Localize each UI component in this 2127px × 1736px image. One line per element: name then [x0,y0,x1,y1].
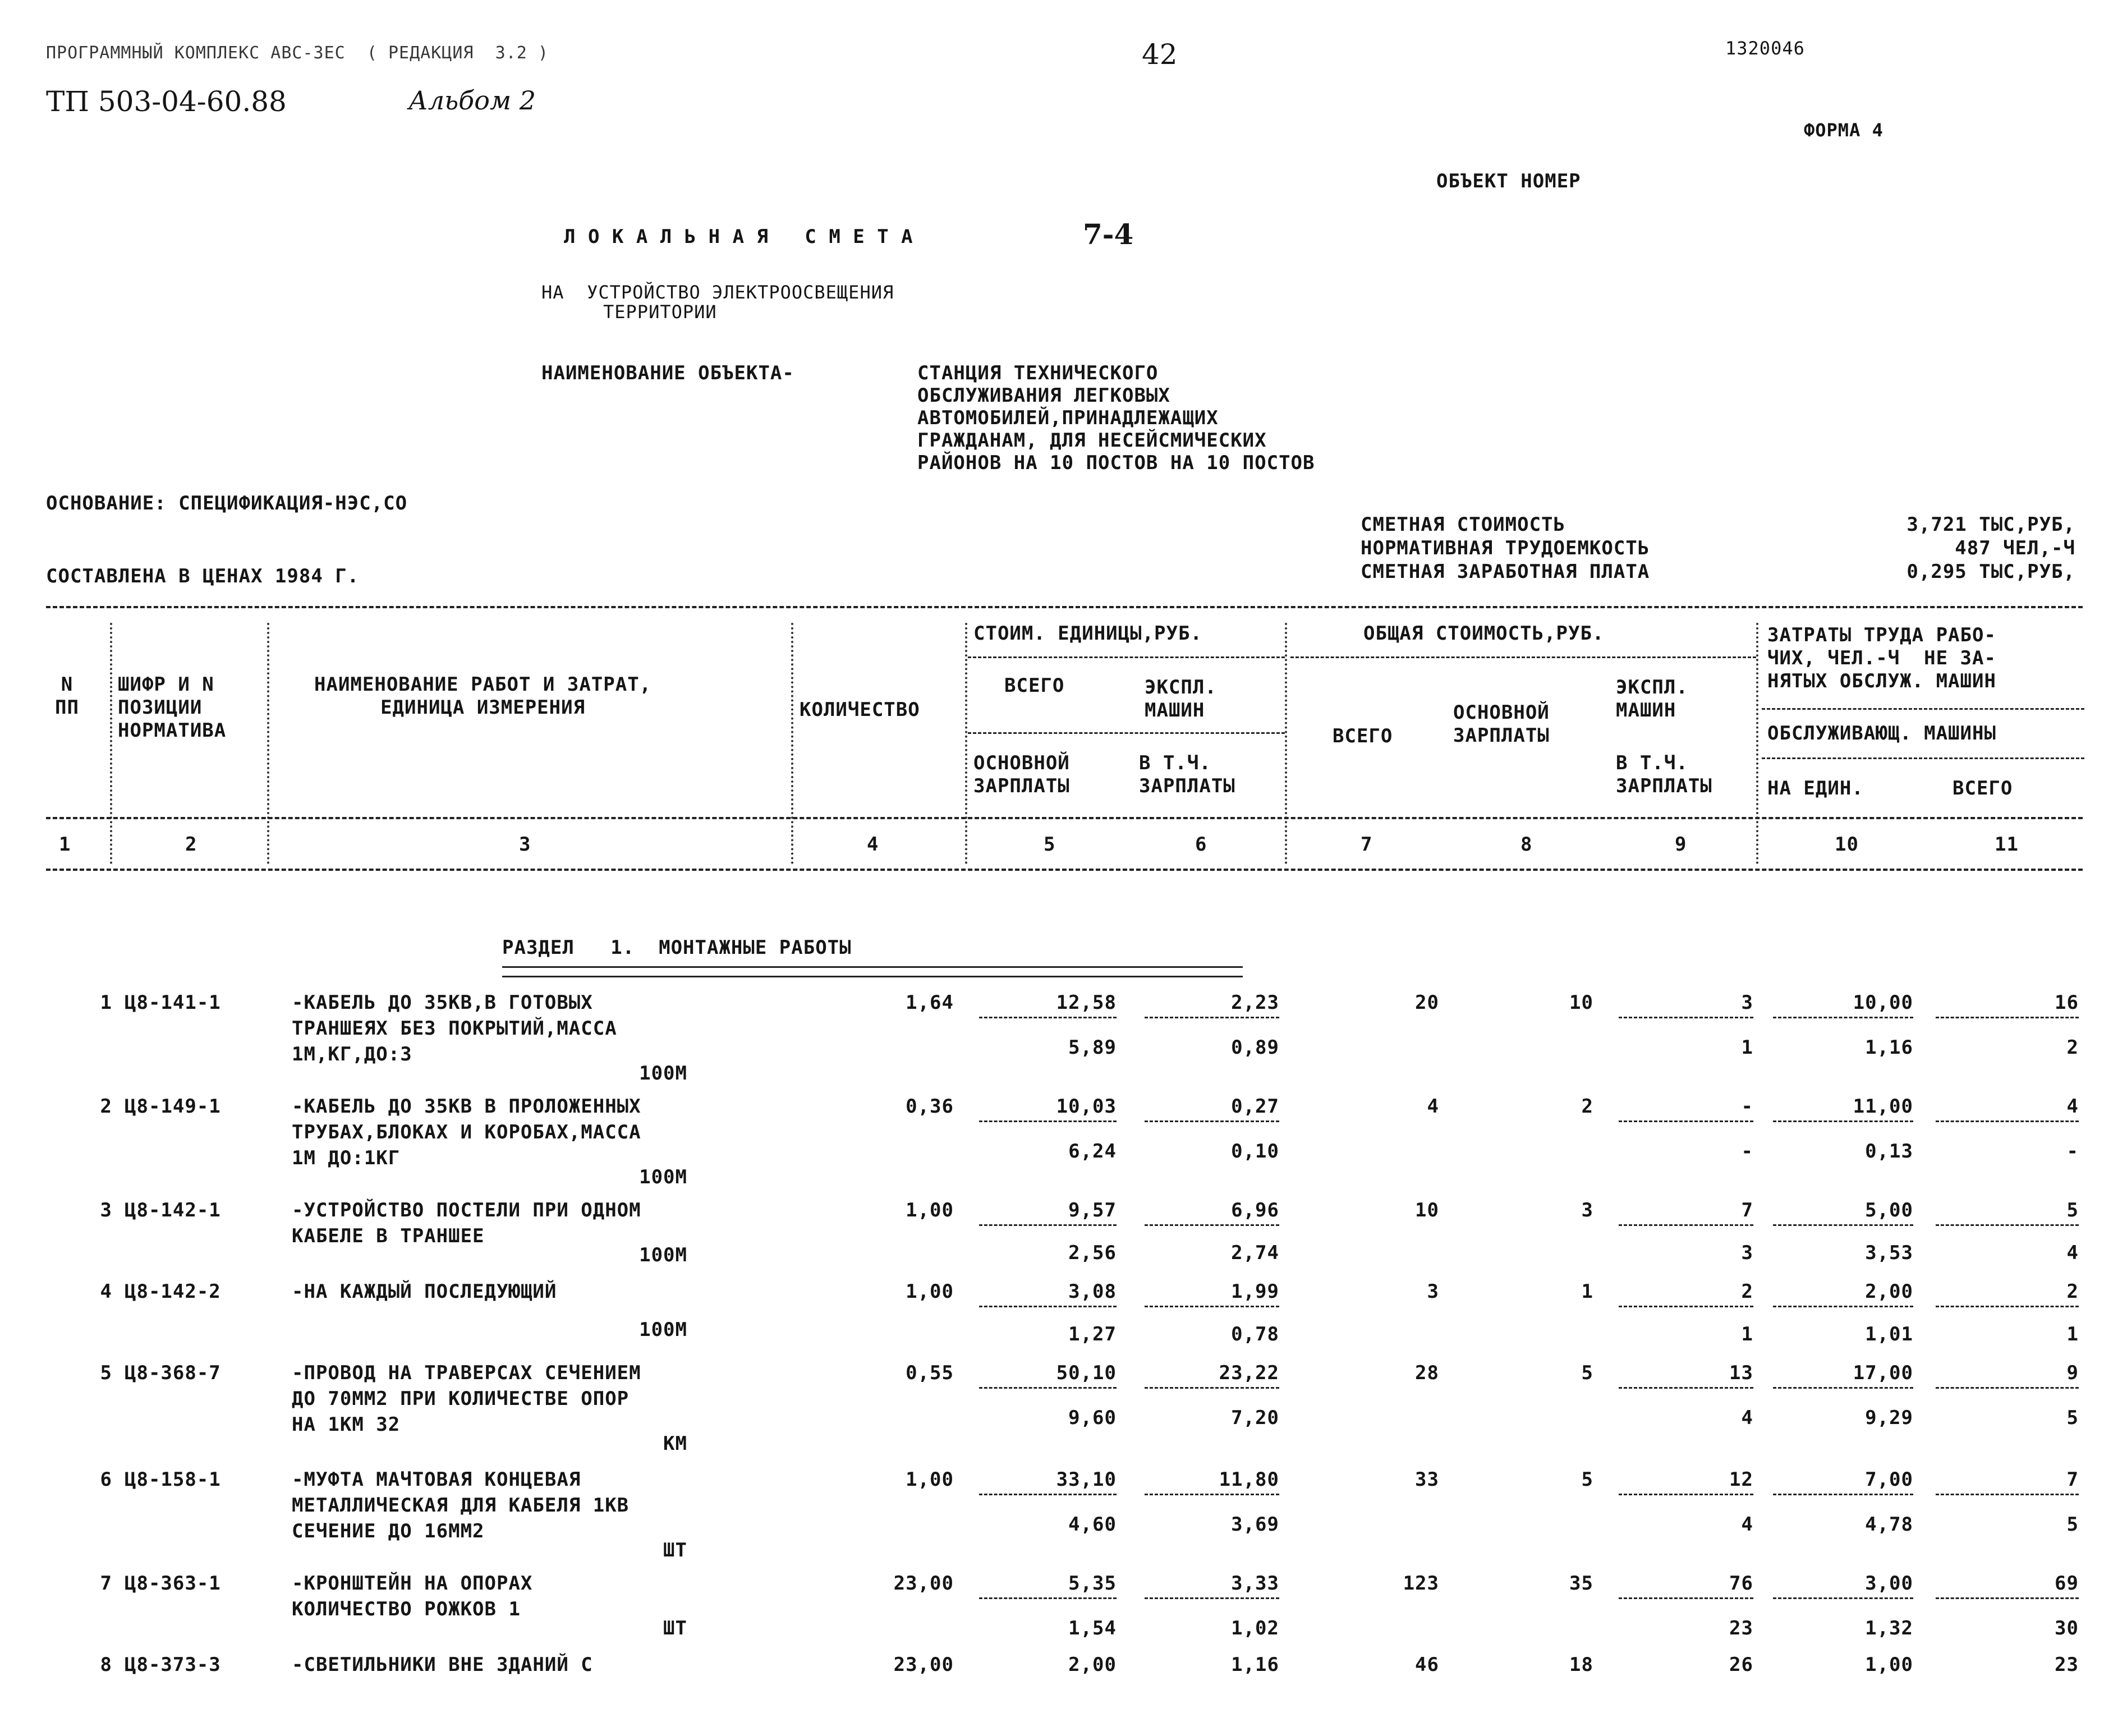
cell-sum-base: 5 [1581,1362,1593,1384]
cell-divider [1619,1597,1753,1599]
row-description: ТРАНШЕЯХ БЕЗ ПОКРЫТИЙ,МАССА [292,1017,617,1040]
th-uc-base: ОСНОВНОЙ ЗАРПЛАТЫ [973,752,1070,797]
row-number: 6 [100,1468,112,1491]
cell-divider [1145,1494,1279,1495]
col-num-9: 9 [1675,833,1687,856]
cell-labor-total: 7 [2066,1468,2079,1491]
cell-labor-total: 9 [2066,1362,2079,1384]
row-description: 1М,КГ,ДО:3 [292,1043,412,1066]
cell-labor2-unit: 4,78 [1865,1513,1913,1536]
prices-label: СОСТАВЛЕНА В ЦЕНАХ 1984 Г. [46,565,360,587]
th-tc-exp: ЭКСПЛ. МАШИН [1616,676,1688,722]
row-unit: КМ [663,1432,687,1455]
cell-total-unit: 9,57 [1068,1199,1117,1221]
tp-code: ТП 503-04-60.88 [46,85,287,118]
row-number: 7 [100,1572,112,1595]
row-description: -КАБЕЛЬ ДО 35КВ В ПРОЛОЖЕННЫХ [292,1095,641,1118]
cell-base-unit: 5,89 [1068,1036,1117,1059]
cell-sum-incl: 3 [1741,1242,1753,1264]
form-label: ФОРМА 4 [1804,120,1883,141]
row-description: -КРОНШТЕЙН НА ОПОРАХ [292,1572,533,1595]
object-label: НАИМЕНОВАНИЕ ОБЪЕКТА- [541,362,794,384]
th-labor: ЗАТРАТЫ ТРУДА РАБО- ЧИХ, ЧЕЛ.-Ч НЕ ЗА- НЯТЫХ ОБСЛУЖ. МАШИН [1767,624,1996,692]
row-code: Ц8-141-1 [125,991,221,1014]
row-number: 1 [100,991,112,1014]
cell-divider [979,1494,1117,1495]
cell-exp-unit: 6,96 [1231,1199,1279,1221]
cell-divider [1773,1494,1913,1495]
row-code: Ц8-142-2 [125,1280,221,1303]
cell-sum-exp: 3 [1741,991,1753,1014]
cell-base-unit: 2,56 [1068,1242,1117,1264]
cell-exp-unit: 0,27 [1231,1095,1279,1118]
cell-sum-base: 35 [1569,1572,1593,1595]
col-num-11: 11 [1995,833,2019,856]
summary-value-cost: 3,721 ТЫС,РУБ, [1907,513,2075,536]
row-code: Ц8-149-1 [125,1095,221,1118]
page-number: 42 [1142,38,1178,71]
doc-number: 1320046 [1725,38,1805,59]
object-name-4: ГРАЖДАНАМ, ДЛЯ НЕСЕЙСМИЧЕСКИХ [917,429,1267,452]
cell-divider [1936,1306,2079,1307]
cell-qty: 1,00 [906,1199,954,1221]
cell-divider [1145,1306,1279,1307]
th-labor-unit: НА ЕДИН. [1767,777,1864,800]
row-description: -НА КАЖДЫЙ ПОСЛЕДУЮЩИЙ [292,1280,557,1303]
cell-total-unit: 5,35 [1068,1572,1117,1595]
col-num-2: 2 [185,833,197,856]
estimate-subject-cont: ТЕРРИТОРИИ [603,301,717,323]
col-num-10: 10 [1835,833,1859,856]
row-description: -УСТРОЙСТВО ПОСТЕЛИ ПРИ ОДНОМ [292,1199,641,1221]
object-name-2: ОБСЛУЖИВАНИЯ ЛЕГКОВЫХ [917,384,1170,407]
th-code: ШИФР И N ПОЗИЦИИ НОРМАТИВА [118,673,227,742]
th-name: НАИМЕНОВАНИЕ РАБОТ И ЗАТРАТ, ЕДИНИЦА ИЗМЕРЕНИЯ [314,673,652,719]
cell-sum-total: 28 [1415,1362,1439,1384]
cell-divider [1145,1224,1279,1226]
col-num-6: 6 [1195,833,1207,856]
th-quantity: КОЛИЧЕСТВО [800,699,920,721]
cell-divider [1773,1306,1913,1307]
summary-value-labor: 487 ЧЕЛ,-Ч [1955,537,2075,559]
cell-base-unit: 6,24 [1068,1140,1117,1163]
th-unit-cost: СТОИМ. ЕДИНИЦЫ,РУБ. [973,622,1202,645]
cell-labor-unit: 3,00 [1865,1572,1913,1595]
cell-sum-total: 20 [1415,991,1439,1014]
cell-labor-unit: 1,00 [1865,1654,1913,1676]
row-unit: 100М [639,1319,687,1341]
row-description: -СВЕТИЛЬНИКИ ВНЕ ЗДАНИЙ С [292,1654,593,1676]
col-num-7: 7 [1361,833,1373,856]
cell-labor2-total: 5 [2066,1407,2079,1429]
object-number: ОБЪЕКТ НОМЕР [1436,170,1581,192]
cell-sum-incl: 1 [1741,1323,1753,1345]
cell-labor2-total: 30 [2055,1617,2079,1639]
cell-total-unit: 3,08 [1068,1280,1117,1303]
row-code: Ц8-363-1 [125,1572,221,1595]
row-number: 8 [100,1654,112,1676]
cell-labor2-total: 4 [2066,1242,2079,1264]
cell-divider [1619,1120,1753,1122]
cell-labor2-total: 2 [2066,1036,2079,1059]
cell-sum-exp: 12 [1729,1468,1753,1491]
cell-divider [1619,1017,1753,1018]
cell-qty: 1,00 [906,1280,954,1303]
cell-divider [979,1387,1117,1389]
cell-labor-unit: 7,00 [1865,1468,1913,1491]
cell-labor-total: 23 [2055,1654,2079,1676]
basis-label: ОСНОВАНИЕ: СПЕЦИФИКАЦИЯ-НЭС,СО [46,492,408,515]
row-description: -ПРОВОД НА ТРАВЕРСАХ СЕЧЕНИЕМ [292,1362,641,1384]
cell-sum-base: 18 [1569,1654,1593,1676]
row-code: Ц8-373-3 [125,1654,221,1676]
object-name-5: РАЙОНОВ НА 10 ПОСТОВ НА 10 ПОСТОВ [917,452,1315,474]
cell-labor2-unit: 3,53 [1865,1242,1913,1264]
cell-divider [979,1120,1117,1122]
cell-qty: 1,64 [906,991,954,1014]
cell-divider [1936,1494,2079,1495]
cell-labor-total: 69 [2055,1572,2079,1595]
cell-incl-unit: 0,10 [1231,1140,1279,1163]
cell-divider [1619,1306,1753,1307]
cell-labor-total: 4 [2066,1095,2079,1118]
cell-divider [1773,1017,1913,1018]
summary-label-wage: СМЕТНАЯ ЗАРАБОТНАЯ ПЛАТА [1361,561,1650,583]
cell-labor-unit: 10,00 [1853,991,1913,1014]
estimate-subject: НА УСТРОЙСТВО ЭЛЕКТРООСВЕЩЕНИЯ [541,282,894,303]
row-unit: ШТ [663,1539,687,1562]
th-uc-total: ВСЕГО [1004,674,1065,697]
cell-divider [1619,1494,1753,1495]
col-num-4: 4 [867,833,879,856]
row-unit: 100М [639,1166,687,1188]
row-unit: 100М [639,1244,687,1266]
cell-incl-unit: 0,78 [1231,1323,1279,1345]
cell-divider [1936,1017,2079,1018]
cell-divider [1619,1387,1753,1389]
cell-incl-unit: 1,02 [1231,1617,1279,1639]
row-code: Ц8-368-7 [125,1362,221,1384]
cell-labor2-unit: 1,16 [1865,1036,1913,1059]
cell-labor-unit: 11,00 [1853,1095,1913,1118]
th-total-cost: ОБЩАЯ СТОИМОСТЬ,РУБ. [1363,622,1605,645]
cell-sum-base: 1 [1581,1280,1593,1303]
row-number: 4 [100,1280,112,1303]
cell-qty: 23,00 [893,1572,954,1595]
cell-divider [1773,1387,1913,1389]
cell-divider [1619,1224,1753,1226]
cell-divider [1936,1597,2079,1599]
col-num-5: 5 [1044,833,1056,856]
cell-sum-incl: 4 [1741,1513,1753,1536]
cell-divider [1145,1387,1279,1389]
cell-total-unit: 12,58 [1056,991,1117,1014]
cell-labor-unit: 17,00 [1853,1362,1913,1384]
cell-incl-unit: 0,89 [1231,1036,1279,1059]
cell-qty: 23,00 [893,1654,954,1676]
cell-labor2-total: - [2066,1140,2079,1163]
cell-divider [1773,1224,1913,1226]
cell-incl-unit: 3,69 [1231,1513,1279,1536]
cell-divider [1936,1224,2079,1226]
cell-sum-total: 123 [1403,1572,1439,1595]
cell-sum-total: 33 [1415,1468,1439,1491]
cell-labor2-unit: 0,13 [1865,1140,1913,1163]
cell-sum-exp: 76 [1729,1572,1753,1595]
cell-sum-total: 46 [1415,1654,1439,1676]
cell-sum-base: 3 [1581,1199,1593,1221]
cell-divider [1936,1387,2079,1389]
cell-sum-total: 10 [1415,1199,1439,1221]
cell-exp-unit: 2,23 [1231,991,1279,1014]
row-description: КОЛИЧЕСТВО РОЖКОВ 1 [292,1598,521,1620]
cell-divider [979,1224,1117,1226]
cell-divider [1773,1597,1913,1599]
row-number: 5 [100,1362,112,1384]
cell-exp-unit: 3,33 [1231,1572,1279,1595]
th-number: N ПП [55,673,79,719]
cell-total-unit: 2,00 [1068,1654,1117,1676]
cell-labor2-unit: 9,29 [1865,1407,1913,1429]
cell-sum-exp: 2 [1741,1280,1753,1303]
cell-labor2-total: 5 [2066,1513,2079,1536]
cell-sum-incl: - [1741,1140,1753,1163]
cell-sum-base: 10 [1569,991,1593,1014]
cell-sum-base: 2 [1581,1095,1593,1118]
cell-labor-total: 2 [2066,1280,2079,1303]
cell-qty: 0,55 [906,1362,954,1384]
album-label: Альбом 2 [408,85,536,116]
cell-divider [1145,1017,1279,1018]
th-uc-exp: ЭКСПЛ. МАШИН [1145,676,1217,722]
th-labor-machines: ОБСЛУЖИВАЮЩ. МАШИНЫ [1767,722,1996,745]
summary-label-cost: СМЕТНАЯ СТОИМОСТЬ [1361,513,1565,536]
cell-labor-unit: 5,00 [1865,1199,1913,1221]
summary-value-wage: 0,295 ТЫС,РУБ, [1907,561,2075,583]
row-number: 2 [100,1095,112,1118]
row-description: МЕТАЛЛИЧЕСКАЯ ДЛЯ КАБЕЛЯ 1КВ [292,1494,630,1517]
cell-total-unit: 50,10 [1056,1362,1117,1384]
cell-base-unit: 1,54 [1068,1617,1117,1639]
estimate-number: 7-4 [1083,218,1134,251]
cell-sum-incl: 4 [1741,1407,1753,1429]
program-name: ПРОГРАММНЫЙ КОМПЛЕКС АВС-ЗЕС ( РЕДАКЦИЯ 3.2 ) [46,43,549,63]
row-description: 1М ДО:1КГ [292,1147,401,1169]
object-name-1: СТАНЦИЯ ТЕХНИЧЕСКОГО [917,362,1159,384]
row-description: КАБЕЛЕ В ТРАНШЕЕ [292,1225,485,1247]
cell-divider [1145,1120,1279,1122]
cell-exp-unit: 1,16 [1231,1654,1279,1676]
cell-sum-exp: 13 [1729,1362,1753,1384]
cell-labor-total: 5 [2066,1199,2079,1221]
cell-labor2-total: 1 [2066,1323,2079,1345]
row-description: -МУФТА МАЧТОВАЯ КОНЦЕВАЯ [292,1468,581,1491]
cell-exp-unit: 11,80 [1219,1468,1279,1491]
cell-base-unit: 1,27 [1068,1323,1117,1345]
cell-sum-total: 3 [1427,1280,1439,1303]
summary-label-labor: НОРМАТИВНАЯ ТРУДОЕМКОСТЬ [1361,537,1650,559]
row-code: Ц8-142-1 [125,1199,221,1221]
cell-labor2-unit: 1,32 [1865,1617,1913,1639]
row-description: -КАБЕЛЬ ДО 35КВ,В ГОТОВЫХ [292,991,593,1014]
cell-divider [979,1017,1117,1018]
col-num-8: 8 [1520,833,1533,856]
col-num-3: 3 [519,833,531,856]
section-title: РАЗДЕЛ 1. МОНТАЖНЫЕ РАБОТЫ [502,936,852,959]
cell-divider [1936,1120,2079,1122]
cell-labor2-unit: 1,01 [1865,1323,1913,1345]
object-name-3: АВТОМОБИЛЕЙ,ПРИНАДЛЕЖАЩИХ [917,407,1219,429]
th-tc-total: ВСЕГО [1333,725,1393,747]
cell-base-unit: 4,60 [1068,1513,1117,1536]
cell-labor-total: 16 [2055,991,2079,1014]
cell-sum-total: 4 [1427,1095,1439,1118]
row-code: Ц8-158-1 [125,1468,221,1491]
cell-sum-exp: 7 [1741,1199,1753,1221]
cell-labor-unit: 2,00 [1865,1280,1913,1303]
estimate-title: Л О К А Л Ь Н А Я С М Е Т А [564,226,913,248]
cell-sum-base: 5 [1581,1468,1593,1491]
row-description: СЕЧЕНИЕ ДО 16ММ2 [292,1520,485,1542]
cell-incl-unit: 2,74 [1231,1242,1279,1264]
cell-incl-unit: 7,20 [1231,1407,1279,1429]
row-unit: 100М [639,1062,687,1085]
cell-exp-unit: 23,22 [1219,1362,1279,1384]
th-tc-base: ОСНОВНОЙ ЗАРПЛАТЫ [1453,701,1550,747]
cell-base-unit: 9,60 [1068,1407,1117,1429]
row-number: 3 [100,1199,112,1221]
cell-qty: 0,36 [906,1095,954,1118]
row-description: НА 1КМ 32 [292,1413,401,1436]
cell-divider [979,1306,1117,1307]
cell-divider [1145,1597,1279,1599]
cell-qty: 1,00 [906,1468,954,1491]
cell-divider [979,1597,1117,1599]
th-uc-incl: В Т.Ч. ЗАРПЛАТЫ [1139,752,1235,797]
cell-total-unit: 10,03 [1056,1095,1117,1118]
cell-sum-exp: - [1741,1095,1753,1118]
cell-total-unit: 33,10 [1056,1468,1117,1491]
cell-sum-incl: 1 [1741,1036,1753,1059]
th-labor-total: ВСЕГО [1953,777,2013,800]
row-description: ТРУБАХ,БЛОКАХ И КОРОБАХ,МАССА [292,1121,641,1143]
row-unit: ШТ [663,1617,687,1639]
cell-sum-incl: 23 [1729,1617,1753,1639]
col-num-1: 1 [59,833,71,856]
row-description: ДО 70ММ2 ПРИ КОЛИЧЕСТВЕ ОПОР [292,1388,630,1410]
cell-divider [1773,1120,1913,1122]
cell-sum-exp: 26 [1729,1654,1753,1676]
th-tc-incl: В Т.Ч. ЗАРПЛАТЫ [1616,752,1712,797]
cell-exp-unit: 1,99 [1231,1280,1279,1303]
